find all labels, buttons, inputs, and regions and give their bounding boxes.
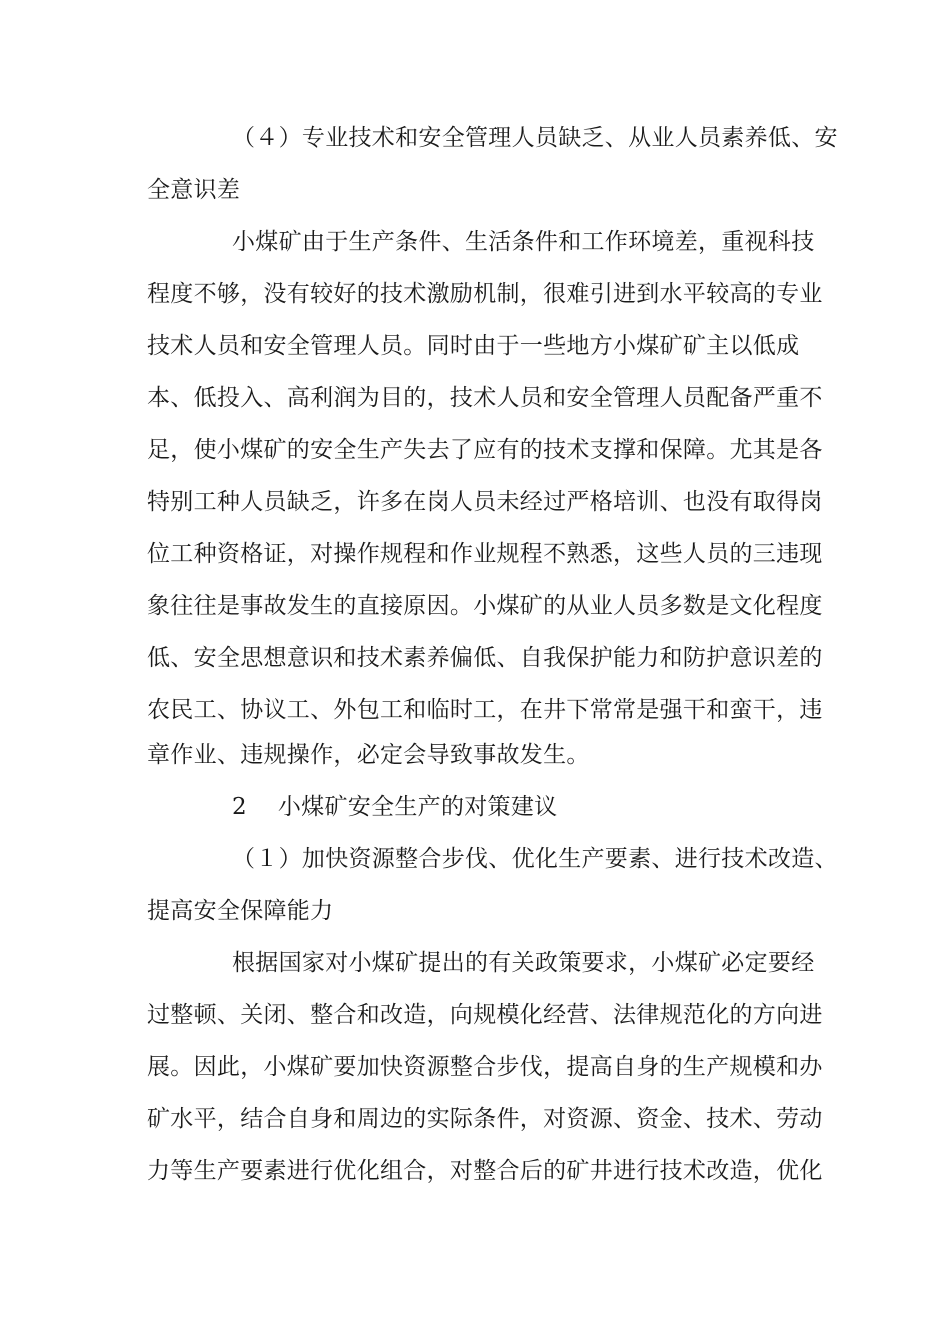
paragraph-line: 技术人员和安全管理人员。同时由于一些地方小煤矿矿主以低成 [147,333,800,359]
paragraph-line: 力等生产要素进行优化组合，对整合后的矿井进行技术改造，优化 [147,1158,823,1184]
paragraph-line: 农民工、协议工、外包工和临时工，在井下常常是强干和蛮干，违 [147,697,823,723]
paragraph-line: 低、安全思想意识和技术素养偏低、自我保护能力和防护意识差的 [147,645,823,671]
paragraph-line: 程度不够，没有较好的技术激励机制，很难引进到水平较高的专业 [147,281,823,307]
paragraph-line: 章作业、违规操作，必定会导致事故发生。 [147,742,590,768]
paragraph-line: 小煤矿由于生产条件、生活条件和工作环境差，重视科技 [232,229,815,255]
paragraph-line: 足，使小煤矿的安全生产失去了应有的技术支撑和保障。尤其是各 [147,437,823,463]
heading-1: （１）加快资源整合步伐、优化生产要素、进行技术改造、 [232,846,838,872]
paragraph-line: 根据国家对小煤矿提出的有关政策要求，小煤矿必定要经 [232,950,815,976]
paragraph-line: 象往往是事故发生的直接原因。小煤矿的从业人员多数是文化程度 [147,593,823,619]
paragraph-line: 过整顿、关闭、整合和改造，向规模化经营、法律规范化的方向进 [147,1002,823,1028]
paragraph-line: 展。因此，小煤矿要加快资源整合步伐，提高自身的生产规模和办 [147,1054,823,1080]
heading-4: （４）专业技术和安全管理人员缺乏、从业人员素养低、安 [232,125,838,151]
paragraph-line: 位工种资格证，对操作规程和作业规程不熟悉，这些人员的三违现 [147,541,823,567]
paragraph-line: 特别工种人员缺乏，许多在岗人员未经过严格培训、也没有取得岗 [147,489,823,515]
heading-4-cont: 全意识差 [147,177,241,203]
paragraph-line: 矿水平，结合自身和周边的实际条件，对资源、资金、技术、劳动 [147,1106,823,1132]
section-heading-2: 2 小煤矿安全生产的对策建议 [232,794,558,820]
heading-1-cont: 提高安全保障能力 [147,898,334,924]
paragraph-line: 本、低投入、高利润为目的，技术人员和安全管理人员配备严重不 [147,385,823,411]
